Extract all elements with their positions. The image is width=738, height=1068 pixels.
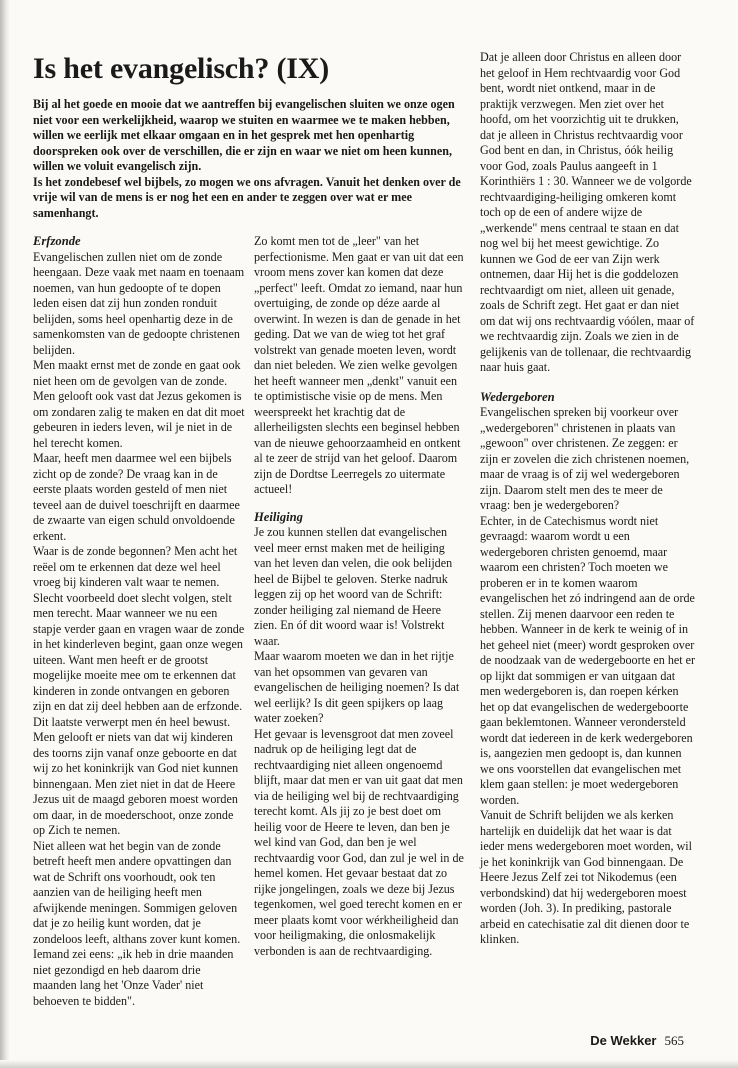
magazine-name: De Wekker <box>590 1033 657 1048</box>
body-paragraph: Evangelischen spreken bij voorkeur over „wedergeboren" christenen in plaats van „gewoon" over christenen. Ze zeggen: er zijn er zovelen die zich christenen noemen, maar de vraag is of zij wel wedergeboren zijn. Daarom stelt men des te meer de vraag: ben je wedergeboren? <box>480 405 690 512</box>
body-paragraph: Je zou kunnen stellen dat evangelischen veel meer ernst maken met de heiliging van het leven dan velen, die ook belijden heel de Bijbel te geloven. Sterke nadruk leggen zij op het woord van de Schrift: zonder heiliging zal niemand de Heere zien. En óf dit woord waar is! Volstrekt waar. <box>254 525 453 648</box>
intro-paragraph: Bij al het goede en mooie dat we aantreffen bij evangelischen sluiten we onze ogen niet voor een werkelijkheid, waarop we stuiten en waarmee we te maken hebben, willen we eerlijk met elkaar omgaan en in het gesprek met hen openhartig doorspreken ook over de verschillen, die er zijn en waar we niet om heen kunnen, willen we voluit evangelisch zijn. <box>33 97 455 173</box>
page-footer <box>590 1033 684 1049</box>
body-paragraph: Men maakt ernst met de zonde en gaat ook niet heen om de gevolgen van de zonde. Men gelooft ook vast dat Jezus gekomen is om zondaren zalig te maken en dat dit moet gebeuren in ieders leven, wil je niet in de hel terecht komen. <box>33 358 245 450</box>
page-number: 565 <box>664 1033 684 1048</box>
article-intro <box>33 97 473 221</box>
body-paragraph: Zo komt men tot de „leer" van het perfectionisme. Men gaat er van uit dat een vroom mens zover kan komen dat deze „perfect" leeft. Omdat zo iemand, naar hun overtuiging, de zonde op déze aarde al overwint. In wezen is dan de genade in het geding. Dat we van de wieg tot het graf volstrekt van genade moeten leven, wordt dan niet beleden. We zien welke gevolgen het heeft wanneer men „denkt" vanuit een te optimistische visie op de mens. Men weerspreekt het krachtig dat de allerheiligsten slechts een beginsel hebben van de nieuwe gehoorzaamheid en ontkent al te zeer de strijd van het geloof. Daarom zijn de Dordtse Leerregels zo uitermate actueel! <box>254 234 464 496</box>
body-paragraph: Vanuit de Schrift belijden we als kerken hartelijk en duidelijk dat het waar is dat ieder mens wedergeboren moet worden, wil je het koninkrijk van God binnengaan. De Heere Jezus Zelf zei tot Nikodemus (een verbondskind) dat hij wedergeboren moest worden (Joh. 3). In prediking, pastorale arbeid en catechisatie zal dit dienen door te klinken. <box>480 808 693 946</box>
body-paragraph: Maar waarom moeten we dan in het rijtje van het opsommen van gevaren van evangelischen de heiliging noemen? Is dat wel eerlijk? Is dit geen spijkers op laag water zoeken? <box>254 649 460 725</box>
column-left <box>33 234 246 1009</box>
body-paragraph: Maar, heeft men daarmee wel een bijbels zicht op de zonde? De vraag kan in de eerste plaats worden gesteld of men niet teveel aan de duivel toeschrijft en daarmee de zwaarte van eigen schuld onvoldoende erkent. <box>33 451 240 543</box>
column-right <box>480 50 695 948</box>
body-paragraph: Waar is de zonde begonnen? Men acht het reëel om te erkennen dat deze wel heel vroeg bij kinderen valt waar te nemen. Slecht voorbeeld doet slecht volgen, stelt men terecht. Maar wanneer we nu een stapje verder gaan en vragen waar de zonde in het kinderleven begint, gaan onze wegen uiteen. Want men heeft er de grootst mogelijke moeite mee om te erkennen dat kinderen in zonde ontvangen en geboren zijn en dat zij deel hebben aan de erfzonde. Dit laatste verwerpt men én heel bewust. Men gelooft er niets van dat wij kinderen des toorns zijn vanaf onze geboorte en dat wij zo het koninkrijk van God niet kunnen binnengaan. Men ziet niet in dat de Heere Jezus uit de maagd geboren moest worden om daar, in de moederschoot, onze zonde op Zich te nemen. <box>33 544 245 837</box>
section-heading-erfzonde: Erfzonde <box>33 234 81 248</box>
section-heading-wedergeboren: Wedergeboren <box>480 389 555 404</box>
article-title: Is het evangelisch? (IX) <box>33 52 330 85</box>
page-shadow-left <box>0 0 10 1068</box>
body-paragraph: Dat je alleen door Christus en alleen door het geloof in Hem rechtvaardig voor God bent, wordt niet ontkend, maar in de praktijk verzwegen. Men ziet over het hoofd, om het voorzichtig uit te drukken, dat je alleen in Christus rechtvaardig voor God bent en dan, in Christus, óók heilig voor God, zoals Paulus aangeeft in 1 Korinthiërs 1 : 30. Wanneer we de volgorde rechtvaardiging-heiliging omkeren komt toch op de een of andere wijze de „werkende" mens centraal te staan en dat nog wel bij het meest gewichtige. Zo kunnen we God de eer van Zijn werk ontnemen, daar Hij het is die goddelozen rechtvaardigt om niet, alleen uit genade, zoals de Schrift zegt. Het gaat er dan niet om dat wij ons rechtvaardig vóólen, maar of we rechtvaardig zijn. Zoals we zien in de gelijkenis van de tollenaar, die rechtvaardig naar huis gaat. <box>480 50 695 374</box>
page-shadow-bottom <box>0 1060 738 1068</box>
body-paragraph: Echter, in de Catechismus wordt niet gevraagd: waarom wordt u een wedergeboren christen genoemd, maar waarom een christen? Toch moeten we proberen er in te komen waarom evangelischen het zó indringend aan de orde stellen. Zij menen daarvoor een reden te hebben. Wanneer in de kerk te weinig of in het geheel niet (meer) wordt gesproken over de noodzaak van de wedergeboorte en het er op lijkt dat sommigen er van uitgaan dat men wedergeboren is, dan roepen kérken het op dat evangelischen de wedergeboorte gaan beklemtonen. Wanneer verondersteld wordt dat iedereen in de kerk wedergeboren is, aangezien men gedoopt is, dan kunnen we ons voorstellen dat evangelischen met klem gaan stellen: je moet wedergeboren worden. <box>480 513 696 807</box>
body-paragraph: Het gevaar is levensgroot dat men zoveel nadruk op de heiliging legt dat de rechtvaardiging niet alleen ongenoemd blijft, maar dat men er van uit gaat dat men via de heiliging wel bij de rechtvaardiging terecht komt. Als jij zo je best doet om heilig voor de Heere te leven, dan ben je wel kind van God, dan ben je wel rechtvaardig voor God, dan zul je wel in de hemel komen. Het gevaar bestaat dat zo rijke jongelingen, zoals we deze bij Jezus tegenkomen, wel goed terecht komen en er meer plaats komt voor wérkheiligheid dan voor heiligmaking, die onlosmakelijk verbonden is aan de rechtvaardiging. <box>254 726 464 958</box>
section-heading-heiliging: Heiliging <box>254 509 303 524</box>
intro-paragraph: Is het zondebesef wel bijbels, zo mogen we ons afvragen. Vanuit het denken over de vrije wil van de mens is er nog het een en ander te zeggen over wat er mee samenhangt. <box>33 174 461 220</box>
column-middle <box>254 234 464 959</box>
body-paragraph: Evangelischen zullen niet om de zonde heengaan. Deze vaak met naam en toenaam noemen, van hun gedoopte of te dopen leden eisen dat zij hun zonden ronduit belijden, soms heel openhartig deze in de samenkomsten van de gedoopte christenen belijden. <box>33 249 245 357</box>
body-paragraph: Niet alleen wat het begin van de zonde betreft heeft men andere opvattingen dan wat de Schrift ons voorhoudt, ook ten aanzien van de heiliging heeft men afwijkende meningen. Sommigen geloven dat je zo heilig kunt worden, dat je zondeloos leeft, althans zover kunt komen. Iemand zei eens: „ik heb in drie maanden niet gezondigd en heb daarom drie maanden lang het 'Onze Vader' niet behoeven te bidden". <box>33 838 241 1008</box>
